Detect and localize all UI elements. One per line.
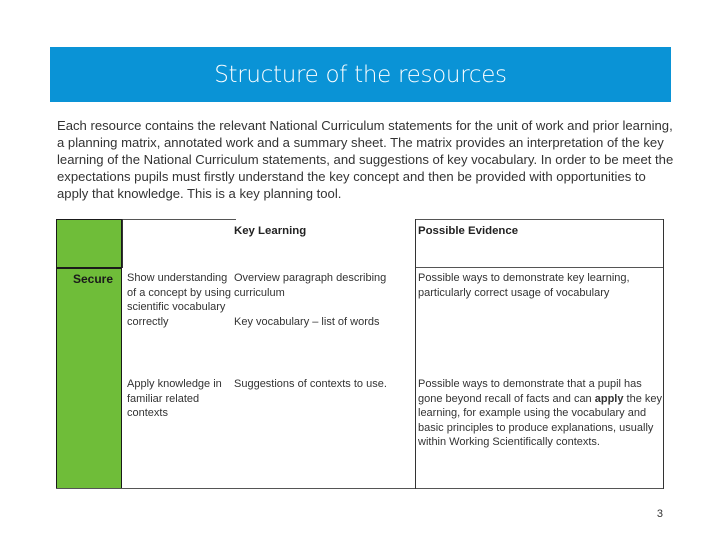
objective-cell: Apply knowledge in familiar related contexts bbox=[127, 378, 222, 419]
title-banner bbox=[50, 47, 671, 102]
key-learning-header: Key Learning bbox=[234, 225, 307, 237]
evidence-text: the key learning, for example using the vocabulary and basic principles to produce explanations, usually within Working Scientifically contexts. bbox=[418, 392, 663, 448]
key-vocabulary-cell: Key vocabulary – list of words bbox=[234, 316, 380, 328]
page-number: 3 bbox=[656, 508, 663, 520]
objective-cell: Show understanding of a concept by using scientific vocabulary correctly bbox=[127, 272, 231, 328]
table-bottom-line bbox=[56, 488, 664, 489]
table-right-line bbox=[663, 219, 664, 489]
evidence-emphasis: apply bbox=[594, 392, 624, 405]
level-header-cell bbox=[56, 219, 122, 268]
header-top-line bbox=[122, 219, 236, 220]
key-learning-cell: Overview paragraph describing curriculum bbox=[234, 272, 387, 299]
header-top-line-right bbox=[415, 219, 664, 220]
intro-paragraph: Each resource contains the relevant National Curriculum statements for the unit of work and prior learning, a planning matrix, annotated work and a summary sheet. The matrix provides an interpretation of the key learning of the National Curriculum statements, and suggestions of key vocabulary. In order to be meet the expectations pupils must firstly understand the key concept and then be provided with opportunities to apply that knowledge. This is a key planning tool. bbox=[57, 118, 674, 201]
header-bottom-line bbox=[415, 267, 664, 268]
key-learning-cell: Suggestions of contexts to use. bbox=[234, 378, 387, 390]
evidence-left-line bbox=[415, 219, 416, 489]
page-title: Structure of the resources bbox=[214, 61, 507, 88]
possible-evidence-header: Possible Evidence bbox=[418, 225, 519, 237]
evidence-cell: Possible ways to demonstrate key learning, particularly correct usage of vocabulary bbox=[418, 272, 630, 299]
evidence-text: Possible ways to demonstrate that a pupil has gone beyond recall of facts and can bbox=[418, 378, 642, 405]
planning-matrix bbox=[56, 219, 664, 489]
level-label: Secure bbox=[73, 272, 114, 286]
evidence-cell bbox=[418, 377, 662, 450]
header-divider-line bbox=[122, 219, 123, 268]
level-cell-secure bbox=[56, 268, 122, 489]
